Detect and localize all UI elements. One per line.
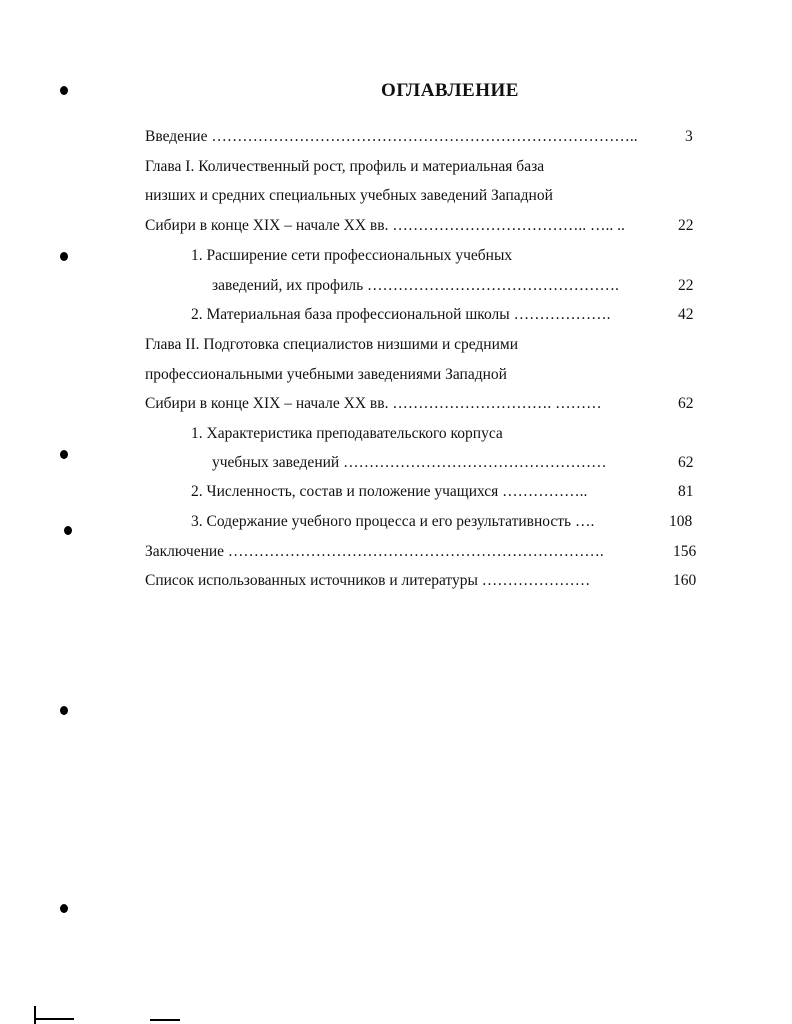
toc-entry: [212, 453, 694, 473]
toc-entry-text: заведений, их профиль ………………………………………….: [212, 277, 619, 294]
toc-entry-text: 2. Материальная база профессиональной школы ……………….: [191, 306, 611, 323]
toc-entry-text: Глава I. Количественный рост, профиль и материальная база: [145, 158, 545, 175]
toc-entry: [145, 216, 694, 236]
toc-entry: [145, 365, 507, 385]
toc-entry: [191, 512, 693, 532]
toc-entry: [145, 186, 553, 206]
binder-hole: [60, 252, 68, 261]
toc-entry-text: 3. Содержание учебного процесса и его результативность ….: [191, 513, 595, 530]
toc-entry-text: низших и средних специальных учебных заведений Западной: [145, 187, 553, 204]
toc-entry: [191, 305, 694, 325]
toc-entry: [145, 127, 693, 147]
toc-entry-text: учебных заведений ……………………………………………: [212, 454, 607, 471]
toc-entry: [145, 157, 544, 177]
binder-hole: [60, 86, 68, 95]
toc-entry-page: 108: [669, 513, 693, 530]
binder-hole: [60, 904, 68, 913]
toc-entry-text: Заключение ……………………………………………………………….: [145, 543, 604, 560]
toc-entry-page: 3: [685, 128, 693, 145]
toc-entry: [212, 276, 694, 296]
toc-entry-text: 2. Численность, состав и положение учащихся ……………..: [191, 483, 588, 500]
toc-entry-text: Сибири в конце XIX – начале XX вв. ……………………………….. ….. ..: [145, 217, 625, 234]
toc-entry-text: Введение ………………………………………………………………………..: [145, 128, 638, 145]
toc-entry: [191, 424, 503, 444]
binder-hole: [60, 450, 68, 459]
page-title: ОГЛАВЛЕНИЕ: [381, 80, 519, 101]
binder-hole: [64, 526, 72, 535]
page-edge-mark: [150, 1019, 180, 1021]
toc-entry-page: 156: [673, 543, 697, 560]
toc-entry-text: Список использованных источников и литературы …………………: [145, 572, 591, 589]
toc-entry: [145, 571, 697, 591]
toc-entry-text: 1. Расширение сети профессиональных учебных: [191, 247, 513, 264]
binder-hole: [60, 706, 68, 715]
toc-entry-page: 42: [678, 306, 694, 323]
toc-entry-text: Сибири в конце XIX – начале XX вв. …………………………. ………: [145, 395, 602, 412]
toc-entry: [145, 394, 694, 414]
toc-entry-page: 22: [678, 217, 694, 234]
toc-entry-page: 22: [678, 277, 694, 294]
toc-entry: [191, 246, 512, 266]
toc-entry-text: Глава II. Подготовка специалистов низшими и средними: [145, 336, 518, 353]
toc-entry: [145, 335, 518, 355]
toc-entry: [145, 542, 697, 562]
toc-entry-text: профессиональными учебными заведениями Западной: [145, 366, 507, 383]
page-edge-mark: [34, 1018, 74, 1020]
page-edge-mark: [34, 1006, 36, 1024]
toc-entry: [191, 482, 694, 502]
toc-entry-page: 81: [678, 483, 694, 500]
toc-entry-text: 1. Характеристика преподавательского корпуса: [191, 425, 503, 442]
toc-entry-page: 160: [673, 572, 697, 589]
toc-entry-page: 62: [678, 454, 694, 471]
toc-entry-page: 62: [678, 395, 694, 412]
